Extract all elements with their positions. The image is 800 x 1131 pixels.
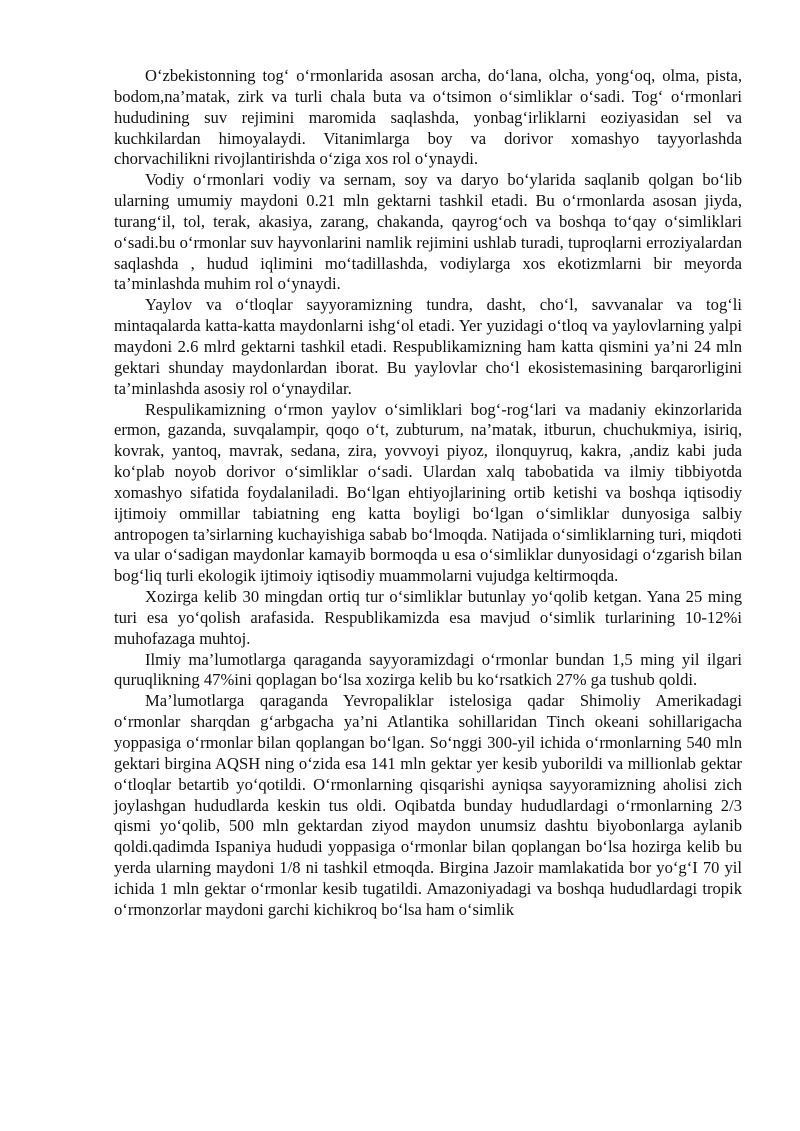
paragraph-valley-forests: Vodiy o‘rmonlari vodiy va sernam, soy va daryo bo‘ylarida saqlanib qolgan bo‘lib ularning umumiy maydoni 0.21 mln gektarni tashkil etadi. Bu o‘rmonlarda asosan jiyda, turang‘il, tol, terak, akasiya, zarang, chakanda, qayrog‘och va boshqa to‘qay o‘simliklari o‘sadi.bu o‘rmonlar suv hayvonlarini namlik rejimini ushlab turadi, tuproqlarni erroziyalardan saqlashda , hudud iqlimini mo‘tadillashda, vodiylarga xos ekotizmlarni bir meyorda ta’minlashda muhim rol o‘ynaydi.	[114, 170, 742, 294]
paragraph-forest-coverage: Ilmiy ma’lumotlarga qaraganda sayyoramizdagi o‘rmonlar bundan 1,5 ming yil ilgari quruqlikning 47%ini qoplagan bo‘lsa xozirga kelib bu ko‘rsatkich 27% ga tushub qoldi.	[114, 649, 742, 690]
paragraph-pastures-meadows: Yaylov va o‘tloqlar sayyoramizning tundra, dasht, cho‘l, savvanalar va tog‘li mintaqalarda katta-katta maydonlarni ishg‘ol etadi. Yer yuzidagi o‘tloq va yaylovlarning yalpi maydoni 2.6 mlrd gektarni tashkil etadi. Respublikamizning ham katta qismini ya’ni 24 mln gektari shunday maydonlardan iborat. Bu yaylovlar cho‘l ekosistemasining barqarorligini ta’minlashda asosiy rol o‘ynaydilar.	[114, 295, 742, 398]
paragraph-extinct-species: Xozirga kelib 30 mingdan ortiq tur o‘simliklar butunlay yo‘qolib ketgan. Yana 25 ming turi esa yo‘qolish arafasida. Respublikamizda esa mavjud o‘simlik turlarining 10-12%i muhofazaga muhtoj.	[114, 587, 742, 648]
paragraph-mountain-forests: O‘zbekistonning tog‘ o‘rmonlarida asosan archa, do‘lana, olcha, yong‘oq, olma, pista, bodom,na’matak, zirk va turli chala buta va o‘tsimon o‘simliklar o‘sadi. Tog‘ o‘rmonlari hududining suv rejimini maromida saqlashda, yonbag‘irliklarni eoziyasidan sel va kuchkilardan himoyalaydi. Vitanimlarga boy va dorivor xomashyo tayyorlashda chorvachilikni rivojlantirishda o‘ziga xos rol o‘ynaydi.	[114, 66, 742, 169]
paragraph-deforestation-history: Ma’lumotlarga qaraganda Yevropaliklar istelosiga qadar Shimoliy Amerikadagi o‘rmonlar sharqdan g‘arbgacha ya’ni Atlantika sohillaridan Tinch okeani sohillarigacha yoppasiga o‘rmonlar bilan qoplangan bo‘lgan. So‘nggi 300-yil ichida o‘rmonlarning 540 mln gektari birgina AQSH ning o‘zida esa 141 mln gektar yer kesib yuborildi va millionlab gektar o‘tloqlar betartib yo‘qotildi. O‘rmonlarning qisqarishi ayniqsa sayyoramizning aholisi zich joylashgan hududlarda keskin tus oldi. Oqibatda bunday hududlardagi o‘rmonlarning 2/3 qismi yo‘qolib, 500 mln gektardan ziyod maydon unumsiz dashtu biyobonlarga aylanib qoldi.qadimda Ispaniya hududi yoppasiga o‘rmonlar bilan qoplangan bo‘lsa hozirga kelib bu yerda ularning maydoni 1/8 ni tashkil etmoqda. Birgina Jazoir mamlakatida bor yo‘g‘I 70 yil ichida 1 mln gektar o‘rmonlar kesib tugatildi. Amazoniyadagi va boshqa hududlardagi tropik o‘rmonzorlar maydoni garchi kichikroq bo‘lsa ham o‘simlik	[114, 691, 742, 919]
document-page	[114, 66, 742, 921]
paragraph-medicinal-plants: Respulikamizning o‘rmon yaylov o‘simliklari bog‘-rog‘lari va madaniy ekinzorlarida ermon, gazanda, suvqalampir, qoqo o‘t, zubturum, na’matak, itburun, chuchukmiya, isiriq, kovrak, yantoq, mavrak, sedana, zira, yovvoyi piyoz, ilonquyruq, kakra, ,andiz kabi juda ko‘plab noyob dorivor o‘simliklar o‘sadi. Ulardan xalq tabobatida va ilmiy tibbiyotda xomashyo sifatida foydalaniladi. Bo‘lgan ehtiyojlarining ortib ketishi va boshqa iqtisodiy ijtimoiy ommillar tabiatning eng katta boyligi bo‘lgan o‘simliklar dunyosiga salbiy antropogen ta’sirlarning kuchayishiga sabab bo‘lmoqda. Natijada o‘simliklarning turi, miqdoti va ular o‘sadigan maydonlar kamayib bormoqda u esa o‘simliklar dunyosidagi o‘zgarish bilan bog‘liq turli ekologik ijtimoiy iqtisodiy muammolarni vujudga keltirmoqda.	[114, 399, 742, 586]
